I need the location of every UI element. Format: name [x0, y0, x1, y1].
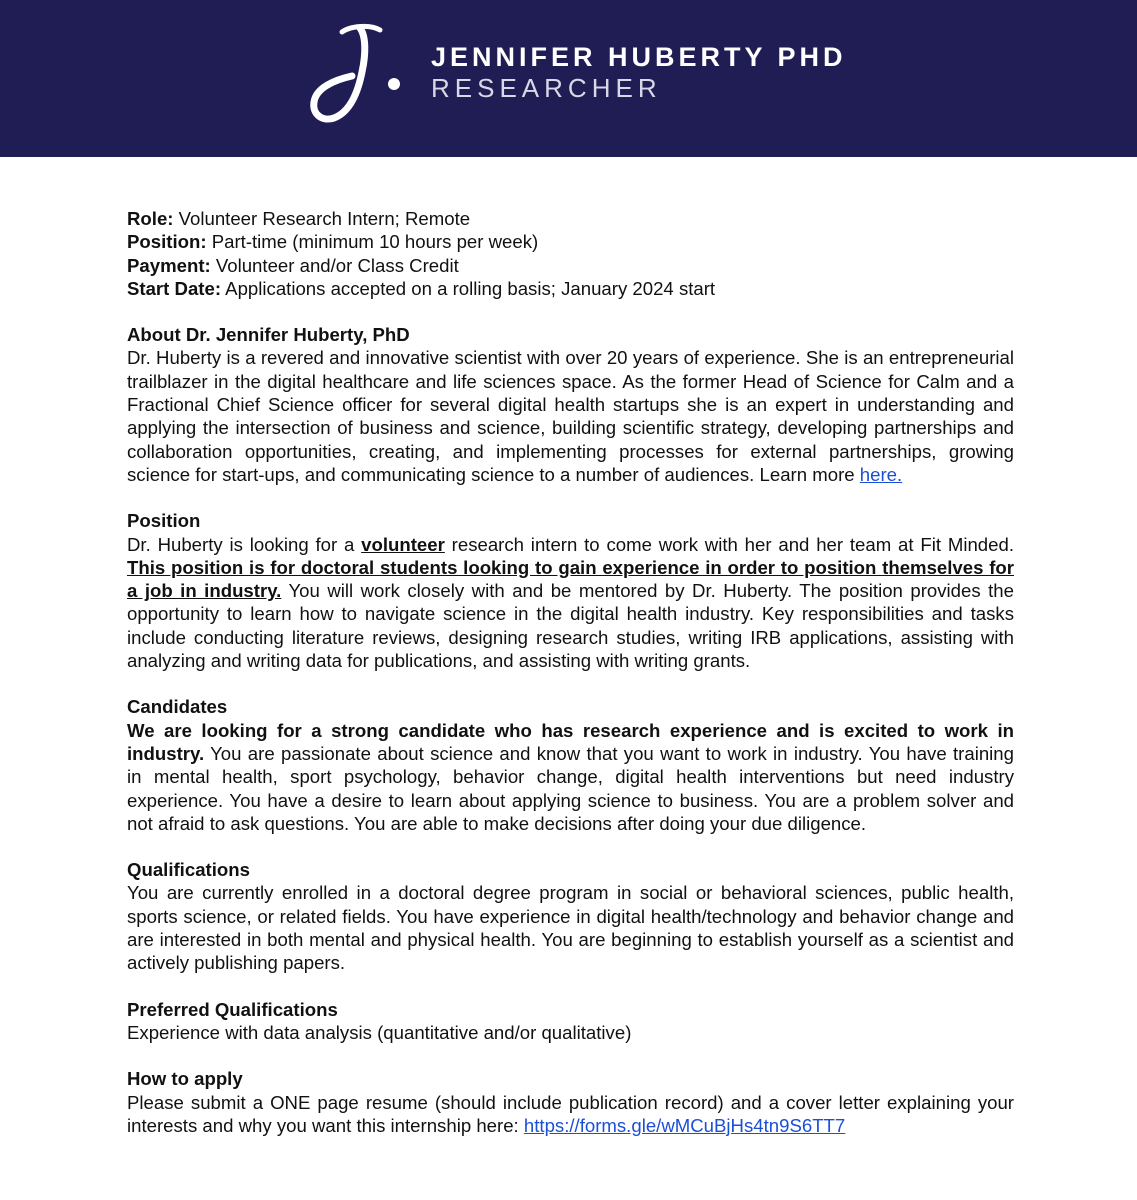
application-form-link[interactable]: https://forms.gle/wMCuBjHs4tn9S6TT7	[523, 1114, 846, 1136]
apply-text: Please submit a ONE page resume (should include publication record) and a cover letter explaining your interests and why you want this internship here:	[127, 1091, 1014, 1136]
start-date-line	[127, 277, 1014, 300]
position-line	[127, 230, 1014, 253]
payment-value: Volunteer and/or Class Credit	[210, 254, 459, 276]
candidates-lead: We are looking for a strong candidate who has research experience and is excited to work in industry.	[127, 719, 1014, 764]
preferred-body: Experience with data analysis (quantitative and/or qualitative)	[127, 1021, 632, 1043]
jh-logo-mark	[300, 14, 410, 124]
position-label: Position:	[127, 231, 207, 253]
qualifications-body: You are currently enrolled in a doctoral degree program in social or behavioral sciences, public health, sports science, or related fields. You have experience in digital health/technology and behavior change and are interested in both mental and physical health. You are beginning to establish yourself as a scientist and actively publishing papers.	[127, 882, 1014, 974]
position-value: Part-time (minimum 10 hours per week)	[206, 231, 539, 253]
about-heading: About Dr. Jennifer Huberty, PhD	[127, 324, 410, 346]
payment-label: Payment:	[127, 254, 211, 276]
start-value: Applications accepted on a rolling basis; January 2024 start	[221, 277, 716, 299]
candidates-text: You are passionate about science and know that you want to work in industry. You have training in mental health, sport psychology, behavior change, digital health interventions but need industry experience. You have a desire to learn about applying science to business. You are a problem solver and not afraid to ask questions. You are able to make decisions after doing your due diligence.	[127, 742, 1014, 834]
position-body	[127, 533, 1014, 673]
brand-role: RESEARCHER	[431, 73, 662, 103]
position-heading: Position	[127, 510, 201, 532]
about-text: Dr. Huberty is a revered and innovative scientist with over 20 years of experience. She is an entrepreneurial trailblazer in the digital healthcare and life sciences space. As the former Head of Science for Calm and a Fractional Chief Science officer for several digital health startups she is an expert in understanding and applying the intersection of business and science, building scientific strategy, developing partnerships and collaboration opportunities, creating, and implementing processes for external partnerships, growing science for start-ups, and communicating science to a number of audiences. Learn more	[127, 347, 1014, 485]
apply-body	[127, 1091, 1014, 1138]
position-text-2: research intern to come work with her and her team at Fit Minded.	[444, 533, 1014, 555]
role-line	[127, 207, 1014, 230]
about-body	[127, 346, 1014, 486]
position-text-1: Dr. Huberty is looking for a	[127, 533, 362, 555]
start-label: Start Date:	[127, 277, 222, 299]
header-banner	[0, 0, 1137, 157]
candidates-heading: Candidates	[127, 696, 228, 718]
role-label: Role:	[127, 208, 174, 229]
doctoral-emphasis: This position is for doctoral students looking to gain experience in order to position themselves for a job in industry.	[127, 556, 1014, 602]
position-text-3: You will work closely with and be mentored by Dr. Huberty. The position provides the opportunity to learn how to navigate science in the digital health industry. Key responsibilities and tasks include conducting literature reviews, designing research studies, writing IRB applications, assisting with analyzing and writing data for publications, and assisting with writing grants.	[127, 580, 1014, 672]
learn-more-link[interactable]: here.	[859, 463, 903, 485]
preferred-heading: Preferred Qualifications	[127, 998, 338, 1020]
brand-name: JENNIFER HUBERTY PHD	[431, 42, 847, 72]
payment-line	[127, 254, 1014, 277]
job-posting	[127, 207, 1014, 1137]
volunteer-emphasis: volunteer	[361, 533, 445, 555]
candidates-body	[127, 719, 1014, 835]
apply-heading: How to apply	[127, 1068, 243, 1090]
role-value: Volunteer Research Intern; Remote	[173, 208, 471, 229]
qualifications-heading: Qualifications	[127, 859, 250, 881]
